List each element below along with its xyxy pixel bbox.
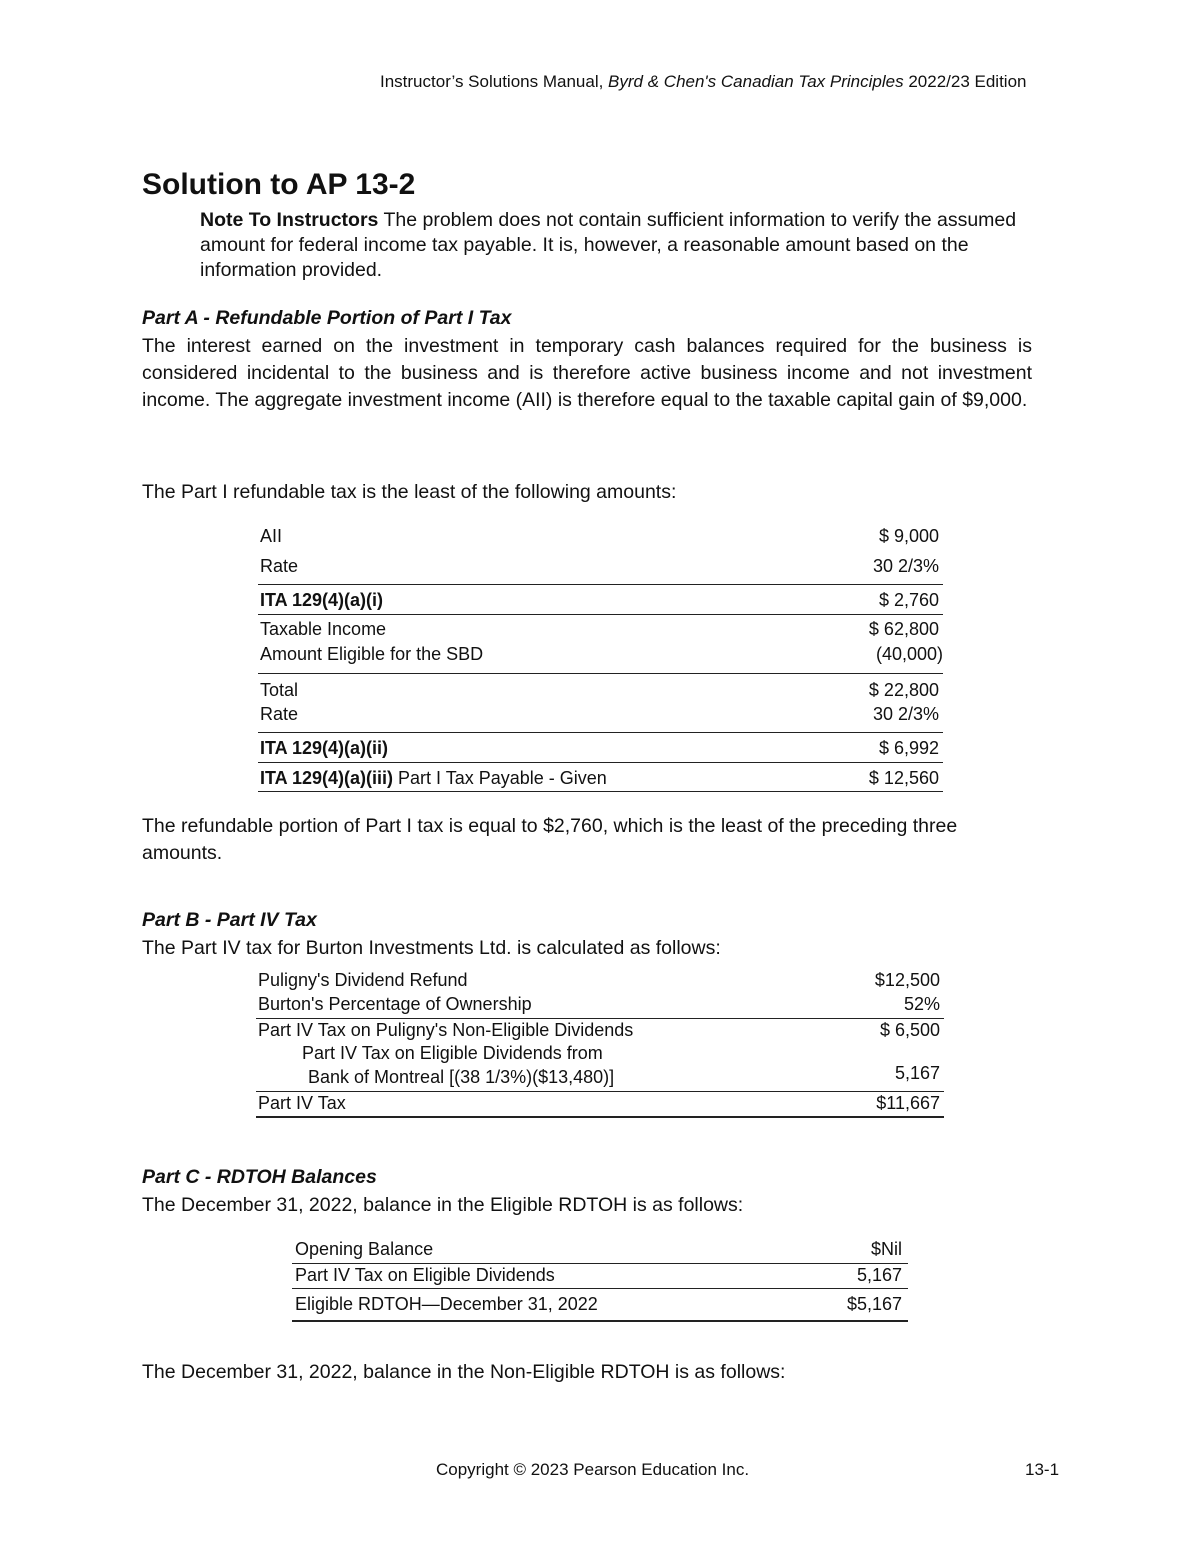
- row-label: ITA 129(4)(a)(ii): [260, 738, 389, 758]
- row-value: $5,167: [846, 1294, 902, 1314]
- row-label-bold: ITA 129(4)(a)(iii): [260, 768, 394, 788]
- rule: [256, 1091, 944, 1092]
- row-label: Total: [260, 680, 299, 700]
- rule: [258, 584, 943, 585]
- row-value: $ 22,800: [868, 680, 939, 700]
- page-title: Solution to AP 13-2: [142, 168, 416, 201]
- row-value: $Nil: [870, 1239, 902, 1259]
- footer-copyright: Copyright © 2023 Pearson Education Inc.: [436, 1460, 750, 1479]
- rule: [258, 673, 943, 674]
- rule: [258, 614, 943, 615]
- rule: [258, 762, 943, 763]
- row-value: $ 9,000: [878, 526, 939, 546]
- row-label: Burton's Percentage of Ownership: [258, 994, 532, 1014]
- row-value: $ 2,760: [878, 590, 939, 610]
- row-value: 52%: [903, 994, 940, 1014]
- row-value: $ 6,992: [878, 738, 939, 758]
- row-label: Part IV Tax on Puligny's Non-Eligible Dividends: [258, 1020, 634, 1040]
- rule: [256, 1018, 944, 1019]
- part-a-table: [258, 524, 943, 796]
- row-value: 30 2/3%: [872, 704, 939, 724]
- row-label: Bank of Montreal [(38 1/3%)($13,480)]: [308, 1067, 615, 1087]
- row-value: (40,000): [875, 644, 943, 664]
- row-label: Rate: [260, 556, 299, 576]
- row-label: AII: [260, 526, 283, 546]
- row-value: 30 2/3%: [872, 556, 939, 576]
- part-b-heading: Part B - Part IV Tax: [142, 909, 317, 931]
- row-label: Taxable Income: [260, 619, 387, 639]
- row-label: [260, 768, 607, 789]
- part-a-paragraph-1: The interest earned on the investment in temporary cash balances required for the business is considered incidental to the business and is therefore active business income and not investment income. The aggregate investment income (AII) is therefore equal to the taxable capital gain of $9,000.: [142, 335, 1032, 411]
- rule: [292, 1263, 908, 1264]
- part-a-heading: Part A - Refundable Portion of Part I Tax: [142, 307, 512, 329]
- page-number: 13-1: [1025, 1460, 1060, 1479]
- rule: [292, 1288, 908, 1289]
- running-header: [380, 72, 1060, 92]
- row-label: Part IV Tax on Eligible Dividends: [295, 1265, 555, 1285]
- header-book-title: Byrd & Chen's Canadian Tax Principles: [608, 72, 904, 91]
- row-label: Opening Balance: [295, 1239, 434, 1259]
- header-prefix: Instructor’s Solutions Manual,: [380, 72, 609, 91]
- row-label: Amount Eligible for the SBD: [260, 644, 484, 664]
- instructor-note: [200, 208, 1040, 283]
- note-label: Note To Instructors: [200, 209, 379, 231]
- header-suffix: 2022/23 Edition: [903, 72, 1027, 91]
- row-label: ITA 129(4)(a)(i): [260, 590, 384, 610]
- row-label: Eligible RDTOH—December 31, 2022: [295, 1294, 598, 1314]
- part-c-paragraph-2: The December 31, 2022, balance in the Non-Eligible RDTOH is as follows:: [142, 1361, 786, 1383]
- row-label: Part IV Tax on Eligible Dividends from: [302, 1043, 603, 1063]
- part-b-table: [256, 968, 944, 1120]
- part-a-paragraph-2: The Part I refundable tax is the least of the following amounts:: [142, 481, 677, 503]
- note-text: The problem does not contain sufficient information to verify the assumed amount for federal income tax payable. It is, however, a reasonable amount based on the information provided.: [200, 209, 1017, 281]
- row-value: $ 12,560: [868, 768, 939, 788]
- row-value: $ 62,800: [868, 619, 939, 639]
- part-c-heading: Part C - RDTOH Balances: [142, 1166, 377, 1188]
- row-value: 5,167: [856, 1265, 902, 1285]
- row-value: $11,667: [876, 1093, 940, 1113]
- rule: [258, 791, 943, 792]
- row-label: Puligny's Dividend Refund: [258, 970, 468, 990]
- part-c-table: [292, 1237, 908, 1325]
- rule: [258, 732, 943, 733]
- rule: [256, 1116, 944, 1118]
- part-c-paragraph-1: The December 31, 2022, balance in the Eligible RDTOH is as follows:: [142, 1194, 744, 1216]
- row-value: $12,500: [874, 970, 940, 990]
- part-a-paragraph-3: The refundable portion of Part I tax is equal to $2,760, which is the least of the preceding three amounts.: [142, 815, 958, 864]
- row-label-text: Part I Tax Payable - Given: [393, 768, 607, 788]
- row-label: Part IV Tax: [258, 1093, 346, 1113]
- row-value: 5,167: [894, 1063, 940, 1083]
- part-b-paragraph-1: The Part IV tax for Burton Investments Ltd. is calculated as follows:: [142, 937, 721, 959]
- row-value: $ 6,500: [879, 1020, 940, 1040]
- rule: [292, 1320, 908, 1322]
- row-label: Rate: [260, 704, 299, 724]
